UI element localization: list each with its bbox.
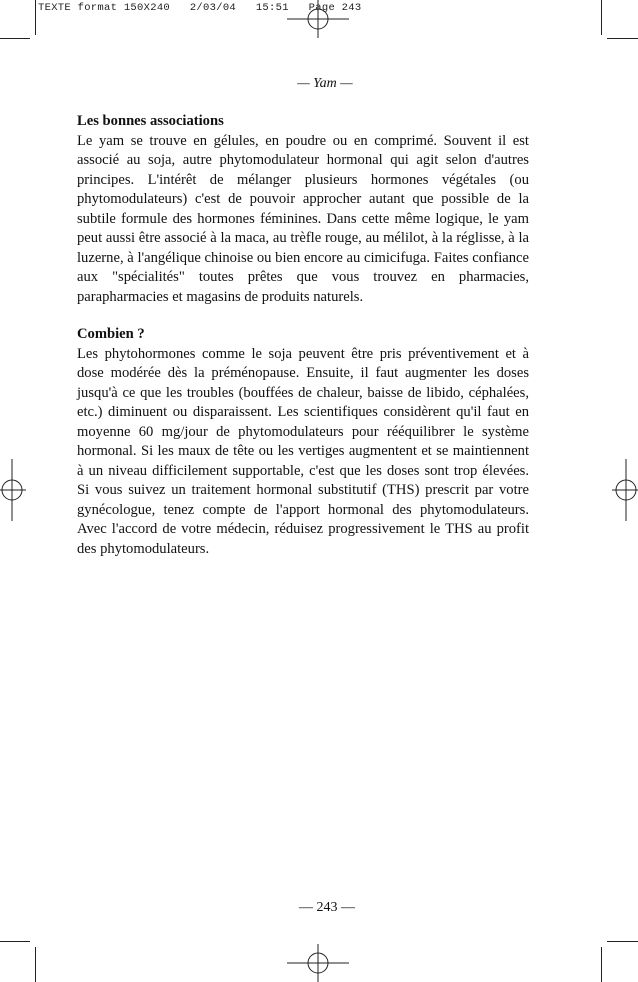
registration-mark-right bbox=[612, 459, 638, 521]
section-paragraph: Les phytohormones comme le soja peuvent être pris préventivement et à dose modérée dès la préménopause. Ensuite, il faut augmenter les doses jusqu'à ce que les troubles (bouffées de chaleur, baisse de libido, céphalées, etc.) diminuent ou disparaissent. Les scientifiques considèrent qu'il faut en moyenne 60 mg/jour de phytomodulateurs pour rééquilibrer le système hormonal. Si les maux de tête ou les vertiges augmentent et se maintiennent à un niveau difficilement supportable, c'est que les doses sont trop élevées. Si vous suivez un traitement hormonal substitutif (THS) prescrit par votre gynécologue, tenez compte de l'apport hormonal des phytomodulateurs. Avec l'accord de votre médecin, réduisez progressivement le THS au profit des phytomodulateurs. bbox=[77, 345, 529, 557]
printer-slug: TEXTE format 150X240 2/03/04 15:51 Page 243 bbox=[38, 2, 362, 14]
crop-mark bbox=[601, 0, 602, 35]
registration-mark-top bbox=[287, 0, 349, 38]
section-bonnes-associations bbox=[77, 112, 529, 307]
section-combien bbox=[77, 325, 529, 559]
running-head: — Yam — bbox=[297, 76, 353, 91]
section-heading: Combien ? bbox=[77, 326, 145, 342]
crop-mark bbox=[601, 947, 602, 982]
page-number: — 243 — bbox=[299, 900, 355, 915]
registration-mark-left bbox=[0, 459, 26, 521]
registration-mark-bottom bbox=[287, 944, 349, 982]
crop-mark bbox=[0, 38, 30, 39]
crop-mark bbox=[607, 38, 638, 39]
crop-mark bbox=[35, 947, 36, 982]
section-paragraph: Le yam se trouve en gélules, en poudre ou en comprimé. Souvent il est associé au soja, autre phytomodulateur hormonal qui agit selon d'autres principes. L'intérêt de mélanger plusieurs hormones végétales (ou phytomodulateurs) c'est de pouvoir approcher autant que possible de la subtile formule des hormones féminines. Dans cette même logique, le yam peut aussi être associé à la maca, au trèfle rouge, au mélilot, à la réglisse, à la luzerne, à l'angélique chinoise ou bien encore au cimicifuga. Faites confiance aux "spécialités" toutes prêtes que vous trouvez en pharmacies, parapharmacies et magasins de produits naturels. bbox=[77, 132, 529, 305]
section-heading: Les bonnes associations bbox=[77, 113, 224, 129]
crop-mark bbox=[0, 941, 30, 942]
crop-mark bbox=[35, 0, 36, 35]
page-content bbox=[77, 112, 529, 559]
crop-mark bbox=[607, 941, 638, 942]
